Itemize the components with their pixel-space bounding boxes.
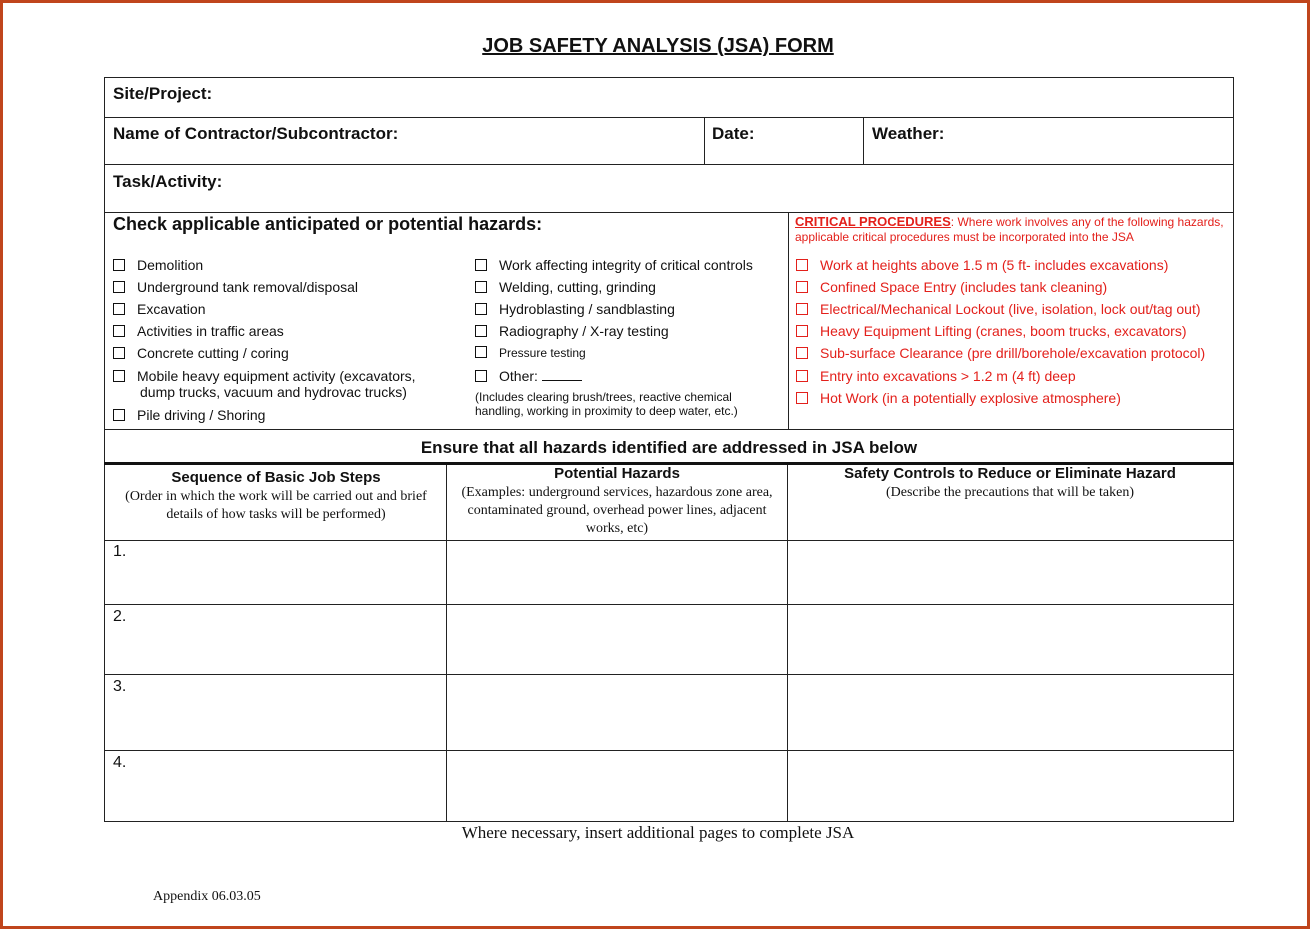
checkbox-icon[interactable] <box>113 347 125 359</box>
footer-note: Where necessary, insert additional pages to complete JSA <box>461 823 855 842</box>
checkbox-icon[interactable] <box>113 281 125 293</box>
checkbox-icon[interactable] <box>475 370 487 382</box>
critical-label: Confined Space Entry (includes tank cleaning) <box>820 279 1108 295</box>
form-title: JOB SAFETY ANALYSIS (JSA) FORM <box>482 35 834 57</box>
critical-checkbox-confined-space[interactable] <box>796 279 1107 296</box>
divider-line <box>446 465 447 822</box>
divider-line <box>787 465 788 822</box>
column-description: (Examples: underground services, hazardous zone area, contaminated ground, overhead power lines, adjacent works, etc) <box>461 485 773 536</box>
checkbox-icon[interactable] <box>113 370 125 382</box>
checkbox-icon[interactable] <box>475 303 487 315</box>
hazard-label: Excavation <box>137 301 206 317</box>
checkbox-icon[interactable] <box>475 281 487 293</box>
critical-checkbox-lifting[interactable] <box>796 323 1187 340</box>
checkbox-icon[interactable] <box>113 325 125 337</box>
checkbox-icon[interactable] <box>113 303 125 315</box>
checkbox-icon[interactable] <box>475 259 487 271</box>
hazard-label-continuation: dump trucks, vacuum and hydrovac trucks) <box>140 384 407 400</box>
divider-line <box>104 750 1234 751</box>
critical-procedures-intro <box>795 214 1225 245</box>
hazard-checkbox-pressure-testing[interactable] <box>475 345 586 362</box>
table-row-number: 1. <box>113 543 127 560</box>
column-header-job-steps <box>109 469 443 524</box>
critical-checkbox-excavation-entry[interactable] <box>796 368 1076 385</box>
critical-label: Entry into excavations > 1.2 m (4 ft) deep <box>820 368 1076 384</box>
hazard-checkbox-pile-driving[interactable] <box>113 407 265 424</box>
checkbox-icon[interactable] <box>113 259 125 271</box>
weather-field[interactable]: Weather: <box>872 124 945 143</box>
critical-label: Heavy Equipment Lifting (cranes, boom trucks, excavators) <box>820 323 1187 339</box>
table-row-number: 3. <box>113 678 127 695</box>
hazard-checkbox-heavy-equipment[interactable] <box>113 368 416 385</box>
hazard-label: Underground tank removal/disposal <box>137 279 359 295</box>
column-title: Potential Hazards <box>554 465 680 482</box>
hazard-label: Demolition <box>137 257 204 273</box>
critical-checkbox-hot-work[interactable] <box>796 390 1121 407</box>
hazard-checkbox-excavation[interactable] <box>113 301 205 318</box>
column-description: (Order in which the work will be carried out and brief details of how tasks will be performed) <box>125 489 427 522</box>
divider-line <box>104 674 1234 675</box>
hazard-label: Pressure testing <box>499 346 586 360</box>
checkbox-icon[interactable] <box>796 370 808 382</box>
checkbox-icon[interactable] <box>113 409 125 421</box>
critical-procedures-heading: CRITICAL PROCEDURES <box>795 214 951 229</box>
site-project-field[interactable]: Site/Project: <box>113 84 213 103</box>
other-input[interactable] <box>542 368 582 381</box>
hazard-checkbox-welding[interactable] <box>475 279 656 296</box>
checkbox-icon[interactable] <box>796 347 808 359</box>
column-title: Safety Controls to Reduce or Eliminate Hazard <box>844 465 1176 482</box>
checkbox-icon[interactable] <box>475 346 487 358</box>
critical-procedures-text: : Where work involves any of the following hazards, applicable critical procedures must be incorporated into the JSA <box>795 215 1224 244</box>
checkbox-icon[interactable] <box>475 325 487 337</box>
critical-label: Electrical/Mechanical Lockout (live, isolation, lock out/tag out) <box>820 301 1201 317</box>
table-row-number: 4. <box>113 754 127 771</box>
divider-line <box>104 117 1234 118</box>
ensure-banner: Ensure that all hazards identified are addressed in JSA below <box>420 438 918 457</box>
other-note: (Includes clearing brush/trees, reactive chemical <box>475 390 732 404</box>
hazard-checkbox-tank-removal[interactable] <box>113 279 358 296</box>
hazard-checkbox-radiography[interactable] <box>475 323 669 340</box>
divider-line <box>104 604 1234 605</box>
hazard-label: Activities in traffic areas <box>137 323 284 339</box>
column-header-controls <box>791 465 1229 502</box>
divider-line <box>788 212 789 429</box>
critical-checkbox-heights[interactable] <box>796 257 1168 274</box>
divider-line <box>104 212 1234 213</box>
hazard-label: Concrete cutting / coring <box>137 345 289 361</box>
checkbox-icon[interactable] <box>796 281 808 293</box>
hazard-label: Radiography / X-ray testing <box>499 323 669 339</box>
contractor-field[interactable]: Name of Contractor/Subcontractor: <box>113 124 399 143</box>
hazard-label: Welding, cutting, grinding <box>499 279 656 295</box>
hazard-label: Work affecting integrity of critical controls <box>499 257 753 273</box>
hazard-checkbox-critical-controls[interactable] <box>475 257 753 274</box>
column-description: (Describe the precautions that will be taken) <box>885 485 1134 500</box>
hazard-label: Other: <box>499 368 538 384</box>
divider-line <box>104 429 1234 430</box>
checkbox-icon[interactable] <box>796 325 808 337</box>
divider-line <box>104 164 1234 165</box>
hazard-label: Mobile heavy equipment activity (excavators, <box>137 368 416 384</box>
date-field[interactable]: Date: <box>712 124 755 143</box>
column-title: Sequence of Basic Job Steps <box>171 469 381 486</box>
critical-checkbox-subsurface[interactable] <box>796 345 1205 362</box>
checkbox-icon[interactable] <box>796 303 808 315</box>
divider-line <box>863 117 864 164</box>
checkbox-icon[interactable] <box>796 392 808 404</box>
critical-label: Hot Work (in a potentially explosive atmosphere) <box>820 390 1121 406</box>
task-activity-field[interactable]: Task/Activity: <box>113 172 223 191</box>
checkbox-icon[interactable] <box>796 259 808 271</box>
hazard-checkbox-other[interactable] <box>475 368 582 385</box>
hazard-checkbox-concrete[interactable] <box>113 345 289 362</box>
critical-label: Work at heights above 1.5 m (5 ft- includes excavations) <box>820 257 1169 273</box>
hazard-checkbox-traffic[interactable] <box>113 323 284 340</box>
critical-label: Sub-surface Clearance (pre drill/borehole/excavation protocol) <box>820 345 1206 361</box>
hazard-checkbox-demolition[interactable] <box>113 257 203 274</box>
hazard-label: Pile driving / Shoring <box>137 407 266 423</box>
hazard-checkbox-hydroblasting[interactable] <box>475 301 675 318</box>
appendix-label: Appendix 06.03.05 <box>153 889 261 904</box>
critical-checkbox-lockout[interactable] <box>796 301 1201 318</box>
column-header-hazards <box>453 465 781 538</box>
table-row-number: 2. <box>113 608 127 625</box>
divider-line <box>104 540 1234 541</box>
other-note: handling, working in proximity to deep water, etc.) <box>475 404 738 418</box>
divider-line <box>704 117 705 164</box>
hazard-label: Hydroblasting / sandblasting <box>499 301 675 317</box>
hazards-heading: Check applicable anticipated or potential hazards: <box>113 214 543 234</box>
